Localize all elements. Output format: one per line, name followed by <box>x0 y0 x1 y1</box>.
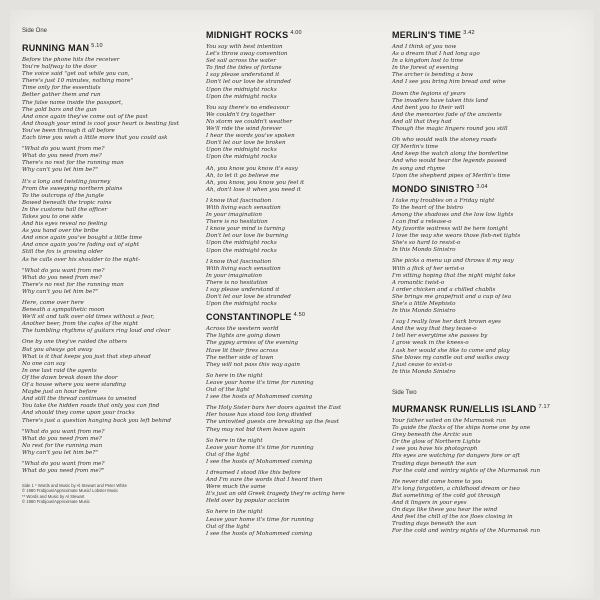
lyric-line: She picks a menu up and throws it my way <box>392 258 514 265</box>
lyric-line: Upon the midnight rocks <box>206 154 277 161</box>
lyric-line: There's just a question hanging back you left behind <box>22 417 171 424</box>
lyric-line: Trading days beneath the sun <box>392 460 477 467</box>
lyric-line: From the sweeping northern plains <box>22 185 123 192</box>
lyric-line: But you always got away <box>22 346 93 353</box>
lyric-line: The gypsy armies of the evening <box>206 340 299 347</box>
lyric-line: And feel the chill of the ice floes closing in <box>392 514 513 521</box>
song-block <box>392 184 572 376</box>
song-title-text: RUNNING MAN <box>22 43 90 53</box>
lyric-line: Time only for the essentials <box>22 85 101 92</box>
song-block <box>392 404 572 536</box>
lyric-line: We'll sit and talk over old times without a fear, <box>22 314 155 321</box>
lyric-line: But something of the cold got through <box>392 492 501 499</box>
lyric-line: I can find a release-o <box>392 218 452 225</box>
lyric-line: Still the fox is growing older <box>22 249 103 256</box>
credit-line: Side 1 * Words and Music by Al Stewart and Peter White <box>22 483 127 489</box>
lyric-line: The false name inside the passport, <box>22 99 123 106</box>
credit-line: ** Words and Music by Al Stewart <box>22 493 85 499</box>
lyric-line: I know your mind is turning <box>206 226 286 233</box>
stanza <box>206 259 384 309</box>
lyric-line: And the memories fade of the ancients <box>392 111 502 118</box>
lyric-line: So here in the night <box>206 437 263 444</box>
songs-col1 <box>22 43 198 475</box>
lyric-line: And I think of you now <box>392 44 457 50</box>
lyric-line: To find the tides of fortune <box>206 65 282 72</box>
song-title <box>392 184 572 194</box>
lyric-line: In this Mondo Sinistro <box>392 368 456 375</box>
lyric-line: I love the way she wears those fish-net tights <box>392 233 521 240</box>
song-block <box>22 43 198 475</box>
lyric-line: A romantic twist-o <box>392 279 445 286</box>
lyric-line: I see the hosts of Mohammed coming <box>206 458 313 465</box>
lyric-line: On days like these you hear the wind <box>392 507 498 514</box>
lyric-line: For the cold and wintry nights of the Murmansk run <box>392 528 541 535</box>
lyric-line: The invaders have taken this land <box>392 97 488 104</box>
lyric-line: His eyes are watching for dangers fore or aft <box>392 453 520 460</box>
stanza <box>206 438 384 466</box>
songs-col3-side-one <box>392 30 572 376</box>
lyric-line: There's no rest for the running man <box>22 281 124 288</box>
lyric-line: The gold bars and the gun <box>22 106 97 113</box>
lyric-line: Upon the midnight rocks <box>206 86 277 93</box>
lyric-line: Upon the midnight rocks <box>206 301 277 308</box>
lyric-line: I'm sitting hoping that the night might take <box>392 272 516 279</box>
lyric-line: Grey beneath the Arctic sun <box>392 432 472 439</box>
lyric-line: To the heart of the bistro <box>392 204 464 211</box>
stanza <box>392 258 572 315</box>
lyric-line: Of a house where you were standing <box>22 382 126 389</box>
lyric-line: Down the legions of years <box>392 90 466 97</box>
lyric-line: Here, come over here <box>22 300 84 306</box>
lyric-line: I tell her everytime she passes by <box>392 333 488 340</box>
lyric-line: "What do you want from me? <box>22 460 105 467</box>
lyric-line: And should they come upon your tracks <box>22 410 135 417</box>
lyric-line: Better gather them and run <box>22 92 101 99</box>
lyric-line: Of Merlin's time <box>392 144 439 151</box>
lyric-line: To the outcrops of the jungle <box>22 192 104 199</box>
lyric-line: What do you need from me? <box>22 274 102 281</box>
lyric-line: In a kingdom lost to time <box>392 58 464 65</box>
lyric-line: The uninvited guests are breaking up the feast <box>206 419 340 426</box>
lyric-line: Were much the same <box>206 484 266 491</box>
song-title-text: MERLIN'S TIME <box>392 30 462 40</box>
stanza <box>206 326 384 369</box>
stanza <box>206 166 384 194</box>
lyric-line: As a dream that I had long ago <box>392 51 480 58</box>
lyric-line: "What do you want from me? <box>22 146 105 153</box>
song-title <box>22 43 198 53</box>
song-title <box>392 30 572 40</box>
lyric-line: What do you need from me?" <box>22 468 105 475</box>
lyric-line: Upon the midnight rocks <box>206 240 277 247</box>
lyric-line: I see the hosts of Mohammed coming <box>206 394 313 401</box>
column-three <box>392 28 572 539</box>
lyric-line: He never did come home to you <box>392 478 483 485</box>
stanza <box>206 405 384 433</box>
lyric-line: As he calls over his shoulder to the night- <box>22 256 141 263</box>
lyric-line: Ah, don't lose it when you need it <box>206 186 301 193</box>
lyric-line: There's just 10 minutes, nothing more" <box>22 78 134 85</box>
lyric-line: Out of the light <box>206 451 250 458</box>
lyric-line: Beneath a sympathetic moon <box>22 307 105 314</box>
lyric-line: The archer is bending a bow <box>392 72 474 79</box>
lyric-line: You take the hidden roads that only you can find <box>22 403 160 410</box>
lyric-line: The tumbling rhythms of guitars ring loud and clear <box>22 328 171 335</box>
lyric-line: And it lingers in your eyes <box>392 499 467 506</box>
lyric-line: Leave your home it's time for running <box>206 516 314 523</box>
lyric-line: Upon the midnight rocks <box>206 247 277 254</box>
song-duration: 7.17 <box>538 403 551 410</box>
song-title <box>392 404 572 414</box>
lyric-line: And the way that they tease-o <box>392 326 477 333</box>
lyric-line: She blows my candle out and walks away <box>392 354 510 361</box>
lyric-line: Among the shadows and the low low lights <box>392 211 514 218</box>
stanza <box>392 319 572 376</box>
lyric-line: And his eyes reveal no feeling <box>22 221 108 228</box>
lyric-line: And keep the watch along the borderline <box>392 151 509 158</box>
lyric-line: Takes you to one side <box>22 213 83 220</box>
stanza <box>206 509 384 537</box>
lyric-line: And once again you've bought a little time <box>22 235 143 242</box>
lyric-line: Bowed beneath the tropic rains <box>22 199 112 206</box>
stanza <box>392 137 572 180</box>
lyric-line: Your father sailed on the Murmansk run <box>392 417 506 424</box>
credit-line: © 1980 Frabjous/Approximate Music <box>22 498 90 504</box>
lyric-line: I order chicken and a chilled chablis <box>392 286 496 293</box>
lyric-line: And all that they had <box>392 118 452 125</box>
lyric-line: In this Mondo Sinistro <box>392 247 456 254</box>
song-duration: 3.42 <box>463 30 475 36</box>
lyric-line: Each time you wish a little more that you could ask <box>22 135 168 142</box>
lyric-line: Don't let our love be stranded <box>206 79 291 86</box>
lyric-line: For the cold and wintry nights of the Murmansk run <box>392 467 541 474</box>
lyric-line: Or the glow of Northern Lights <box>392 439 481 446</box>
lyric-line: You say with best intention <box>206 44 283 50</box>
stanza <box>22 461 198 475</box>
stanza <box>22 179 198 264</box>
song-title-text: CONSTANTINOPLE <box>206 312 292 323</box>
stanza <box>22 268 198 296</box>
lyric-line: It's just an old Greek tragedy they're acting here <box>206 491 345 498</box>
song-duration: 4.00 <box>290 30 302 36</box>
lyric-line: I see the hosts of Mohammed coming <box>206 530 313 537</box>
lyric-line: And bent you to their will <box>392 104 465 111</box>
lyric-line: Upon the midnight rocks <box>206 147 277 154</box>
lyric-line: Leave your home it's time for running <box>206 379 314 386</box>
lyric-line: In your imagination <box>206 212 262 219</box>
lyric-line: Oh who would walk the stoney roads <box>392 137 497 144</box>
song-title-text: MIDNIGHT ROCKS <box>206 30 289 40</box>
lyric-line: The lights are going down <box>206 333 281 340</box>
lyric-line: You've been through it all before <box>22 127 115 134</box>
stanza <box>206 198 384 255</box>
lyric-line: She's a little Mephisto <box>392 301 456 307</box>
lyric-line: And though your mind is cool your heart is beating fast <box>22 120 180 127</box>
lyric-line: Don't let our love lie burning <box>206 233 289 240</box>
lyric-line: Why can't you let him be?" <box>22 167 98 174</box>
lyric-line: Though the magic lingers round you still <box>392 126 508 133</box>
side-two-label: Side Two <box>392 389 417 396</box>
lyric-line: There is no hesitation <box>206 219 268 226</box>
lyric-line: One by one they've raided the others <box>22 339 128 346</box>
lyric-line: Ah, you know, you know you feel it <box>206 179 305 186</box>
lyric-line: You say there's no endeavour <box>206 104 290 111</box>
lyric-line: With a flick of her wrist-o <box>392 265 465 272</box>
lyric-line: Ah, to let it go believe me <box>206 172 279 179</box>
column-two <box>206 28 384 542</box>
lyric-line: I see you have his photograph <box>392 446 478 453</box>
lyric-line: Upon the shepherd pipes of Merlin's time <box>392 172 511 179</box>
lyric-line: Have lit their fires across <box>206 347 279 354</box>
lyric-line: In one last raid the agents <box>22 367 97 374</box>
stanza <box>392 198 572 255</box>
lyric-line: And still the thread continues to unwind <box>22 396 137 403</box>
songs-col3-side-two <box>392 404 572 536</box>
lyric-line: I know that fascination <box>206 258 272 265</box>
stanza <box>392 418 572 475</box>
lyric-line: So here in the night <box>206 372 263 379</box>
lyric-line: And once again they've come out of the past <box>22 113 148 120</box>
lyric-line: I hear the words you've spoken <box>206 133 295 140</box>
stanza <box>22 339 198 424</box>
lyric-line: They may not bid them leave again <box>206 426 306 433</box>
lyric-line: With living each sensation <box>206 265 281 272</box>
song-title <box>206 312 384 322</box>
lyric-line: We'll ride the wind forever <box>206 126 282 133</box>
lyric-line: I dreamed I stood like this before <box>206 469 301 476</box>
lyric-line: Her house has stood too long divided <box>206 412 312 419</box>
song-duration: 5.10 <box>91 43 103 49</box>
lyric-line: In the customs hall the officer <box>22 206 108 213</box>
lyric-line: "What do you want from me? <box>22 428 105 435</box>
lyric-line: Held over by popular acclaim <box>206 498 290 505</box>
lyric-line: Of the dawn break down the door <box>22 374 118 381</box>
lyric-line: To guide the flocks of the ships home one by one <box>392 425 531 432</box>
lyric-line: What is it that keeps you just that step ahead <box>22 353 151 360</box>
song-title-text: MURMANSK RUN/ELLIS ISLAND <box>392 403 537 414</box>
stanza <box>206 373 384 401</box>
song-block <box>206 30 384 308</box>
lyric-line: And I see you bring him bread and wine <box>392 79 506 86</box>
lyric-line: No storm we couldn't weather <box>206 118 293 125</box>
lyric-line: Another beer, from the cafes of the night <box>22 321 139 328</box>
song-block <box>392 30 572 180</box>
lyric-line: No rest for the running man <box>22 442 103 449</box>
lyric-line: Trading days beneath the sun <box>392 521 477 528</box>
lyric-line: I take my troubles on a Friday night <box>392 197 495 204</box>
lyric-line: "What do you want from me? <box>22 267 105 274</box>
lyric-line: I say please understand it <box>206 287 280 293</box>
lyric-line: And who would hear the legends passed <box>392 158 507 165</box>
lyric-line: Why can't you let him be?" <box>22 449 98 456</box>
lyric-line: In the forest of evening <box>392 65 459 72</box>
lyric-line: You're halfway to the door <box>22 64 97 71</box>
lyric-line: The voice said "get out while you can, <box>22 71 130 78</box>
lyric-line: Across the western world <box>206 326 279 333</box>
stanza <box>206 105 384 162</box>
stanza <box>22 300 198 335</box>
lyric-line: I know that fascination <box>206 197 272 204</box>
song-duration: 4.50 <box>293 312 306 319</box>
lyric-line: No one can say <box>22 360 66 367</box>
credit-line: © 1980 Frabjous/Approximate Music/ Lobster Music <box>22 488 119 494</box>
lyric-line: We couldn't try together <box>206 111 276 118</box>
credits <box>22 483 198 504</box>
lyric-line: Out of the light <box>206 523 250 530</box>
lyric-line: So here in the night <box>206 509 263 516</box>
lyric-line: Maybe just an hour before <box>22 389 98 396</box>
lyric-line: Don't let our love be stranded <box>206 294 291 301</box>
stanza <box>22 146 198 174</box>
lyric-line: She's so hard to resist-o <box>392 240 461 247</box>
lyric-line: In this Mondo Sinistro <box>392 308 456 315</box>
stanza <box>392 91 572 134</box>
side-one-label: Side One <box>22 28 48 34</box>
lyric-line: The Holy Sister bars her doors against the East <box>206 405 342 412</box>
lyric-line: And I'm sure the words that I heard then <box>206 477 323 484</box>
lyric-line: As you hand over the bribe <box>22 228 99 235</box>
lyric-line: What do you need from me? <box>22 435 102 442</box>
lyric-line: In song and rhyme <box>392 165 446 172</box>
lyric-line: Leave your home it's time for running <box>206 444 314 451</box>
lyric-line: It's long forgotten, a childhood dream or two <box>392 485 520 492</box>
lyric-line: She brings me grapefruit and a cup of tea <box>392 293 512 300</box>
lyric-line: My favorite waitress will be here tonight <box>392 226 508 233</box>
lyric-line: There is no hesitation <box>206 279 268 286</box>
lyric-line: I say I really love her dark brown eyes <box>392 319 501 326</box>
lyric-line: In your imagination <box>206 272 262 279</box>
stanza <box>392 479 572 536</box>
lyric-line: I say please understand it <box>206 72 280 79</box>
lyric-line: Before the phone hits the receiver <box>22 57 120 63</box>
lyric-line: Let's throw away convention <box>206 51 288 58</box>
lyric-line: What do you need from me? <box>22 153 102 160</box>
stanza <box>22 57 198 142</box>
column-one <box>22 28 198 504</box>
song-title <box>206 30 384 40</box>
stanza <box>22 429 198 457</box>
lyric-line: With living each sensation <box>206 204 281 211</box>
lyric-line: I just cease to exist-o <box>392 361 452 368</box>
lyric-line: They will not pass this way again <box>206 361 300 368</box>
lyric-line: Why can't you let him be?" <box>22 288 98 295</box>
lyric-line: And once again you're fading out of sight <box>22 242 140 249</box>
lyric-line: It's a long and twisting journey <box>22 178 111 185</box>
lyric-line: Ah, you know you know it's easy <box>206 165 298 172</box>
lyric-line: I grow weak in the knees-o <box>392 340 469 347</box>
song-block <box>206 312 384 538</box>
lyric-line: I ask her would she like to come and play <box>392 347 510 354</box>
lyric-line: There's no rest for the running man <box>22 160 124 167</box>
stanza <box>392 44 572 87</box>
stanza <box>206 44 384 101</box>
lyric-line: Upon the midnight rocks <box>206 93 277 100</box>
stanza <box>206 470 384 505</box>
lyric-line: Set sail across the water <box>206 58 277 65</box>
lyric-line: The nether side of town <box>206 354 274 361</box>
song-duration: 3.04 <box>476 183 488 190</box>
lyric-line: Out of the light <box>206 387 250 394</box>
lyric-line: Don't let our love be broken <box>206 140 286 147</box>
songs-col2 <box>206 30 384 538</box>
song-title-text: MONDO SINISTRO <box>392 183 475 194</box>
